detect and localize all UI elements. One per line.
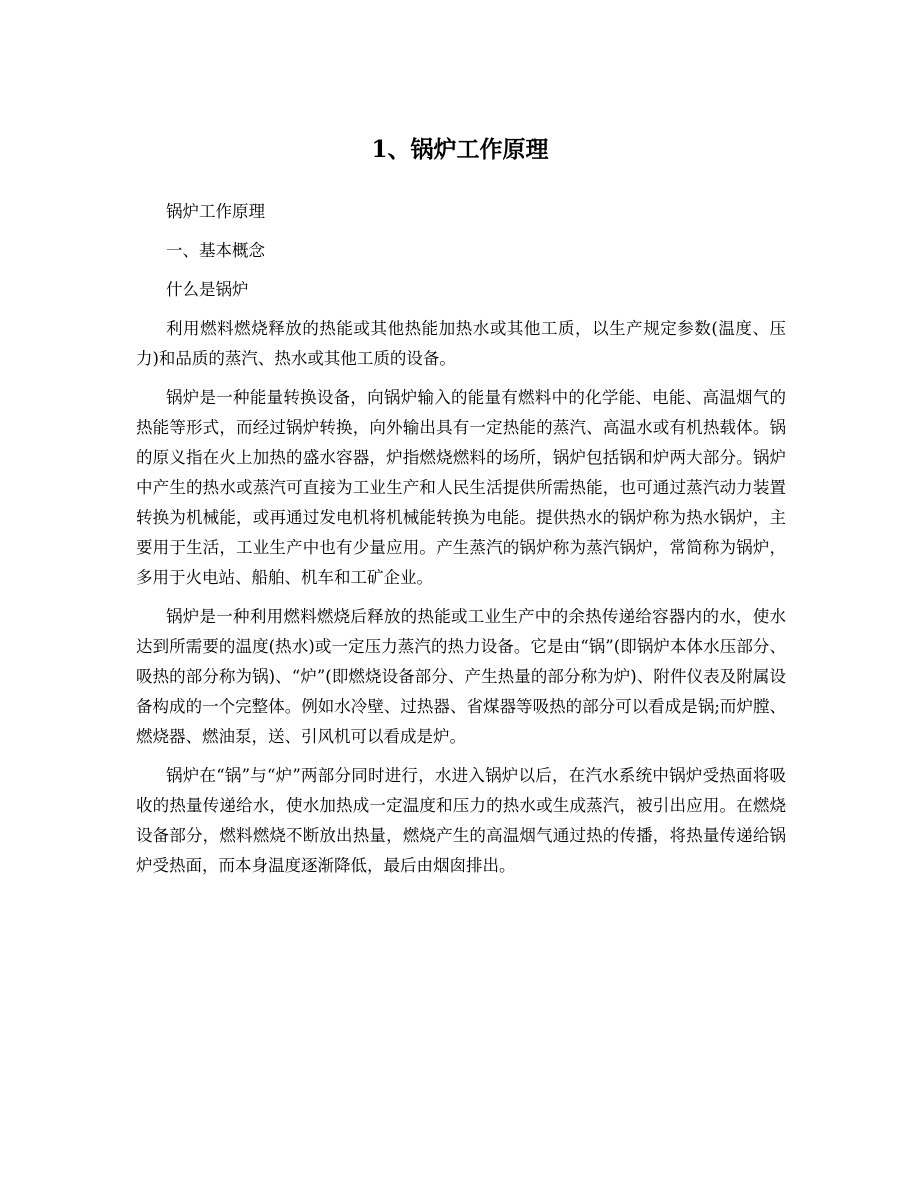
paragraph-working-process: 锅炉在“锅”与“炉”两部分同时进行，水进入锅炉以后，在汽水系统中锅炉受热面将吸收的热量传递给水，使水加热成一定温度和压力的热水或生成蒸汽，被引出应用。在燃烧设备部分，燃料燃烧不断放出热量，燃烧产生的高温烟气通过热的传播，将热量传递给锅炉受热面，而本身温度逐渐降低，最后由烟囱排出。 <box>136 766 786 875</box>
paragraph-definition: 利用燃料燃烧释放的热能或其他热能加热水或其他工质，以生产规定参数(温度、压力)和品质的蒸汽、热水或其他工质的设备。 <box>136 319 786 368</box>
subsection-heading: 一、基本概念 <box>166 241 265 260</box>
question-heading: 什么是锅炉 <box>166 280 249 299</box>
section-heading: 锅炉工作原理 <box>166 202 265 221</box>
paragraph-energy-conversion: 锅炉是一种能量转换设备，向锅炉输入的能量有燃料中的化学能、电能、高温烟气的热能等形式，而经过锅炉转换，向外输出具有一定热能的蒸汽、高温水或有机热载体。锅的原义指在火上加热的盛水容器，炉指燃烧燃料的场所，锅炉包括锅和炉两大部分。锅炉中产生的热水或蒸汽可直接为工业生产和人民生活提供所需热能，也可通过蒸汽动力装置转换为机械能，或再通过发电机将机械能转换为电能。提供热水的锅炉称为热水锅炉，主要用于生活，工业生产中也有少量应用。产生蒸汽的锅炉称为蒸汽锅炉，常简称为锅炉，多用于火电站、船舶、机车和工矿企业。 <box>136 388 786 587</box>
page-title: 1、锅炉工作原理 <box>371 136 549 163</box>
paragraph-structure: 锅炉是一种利用燃料燃烧后释放的热能或工业生产中的余热传递给容器内的水，使水达到所需要的温度(热水)或一定压力蒸汽的热力设备。它是由“锅”(即锅炉本体水压部分、吸热的部分称为锅)、“炉”(即燃烧设备部分、产生热量的部分称为炉)、附件仪表及附属设备构成的一个完整体。例如水冷壁、过热器、省煤器等吸热的部分可以看成是锅;而炉膛、燃烧器、燃油泵，送、引风机可以看成是炉。 <box>136 607 786 746</box>
document-body <box>136 197 786 890</box>
